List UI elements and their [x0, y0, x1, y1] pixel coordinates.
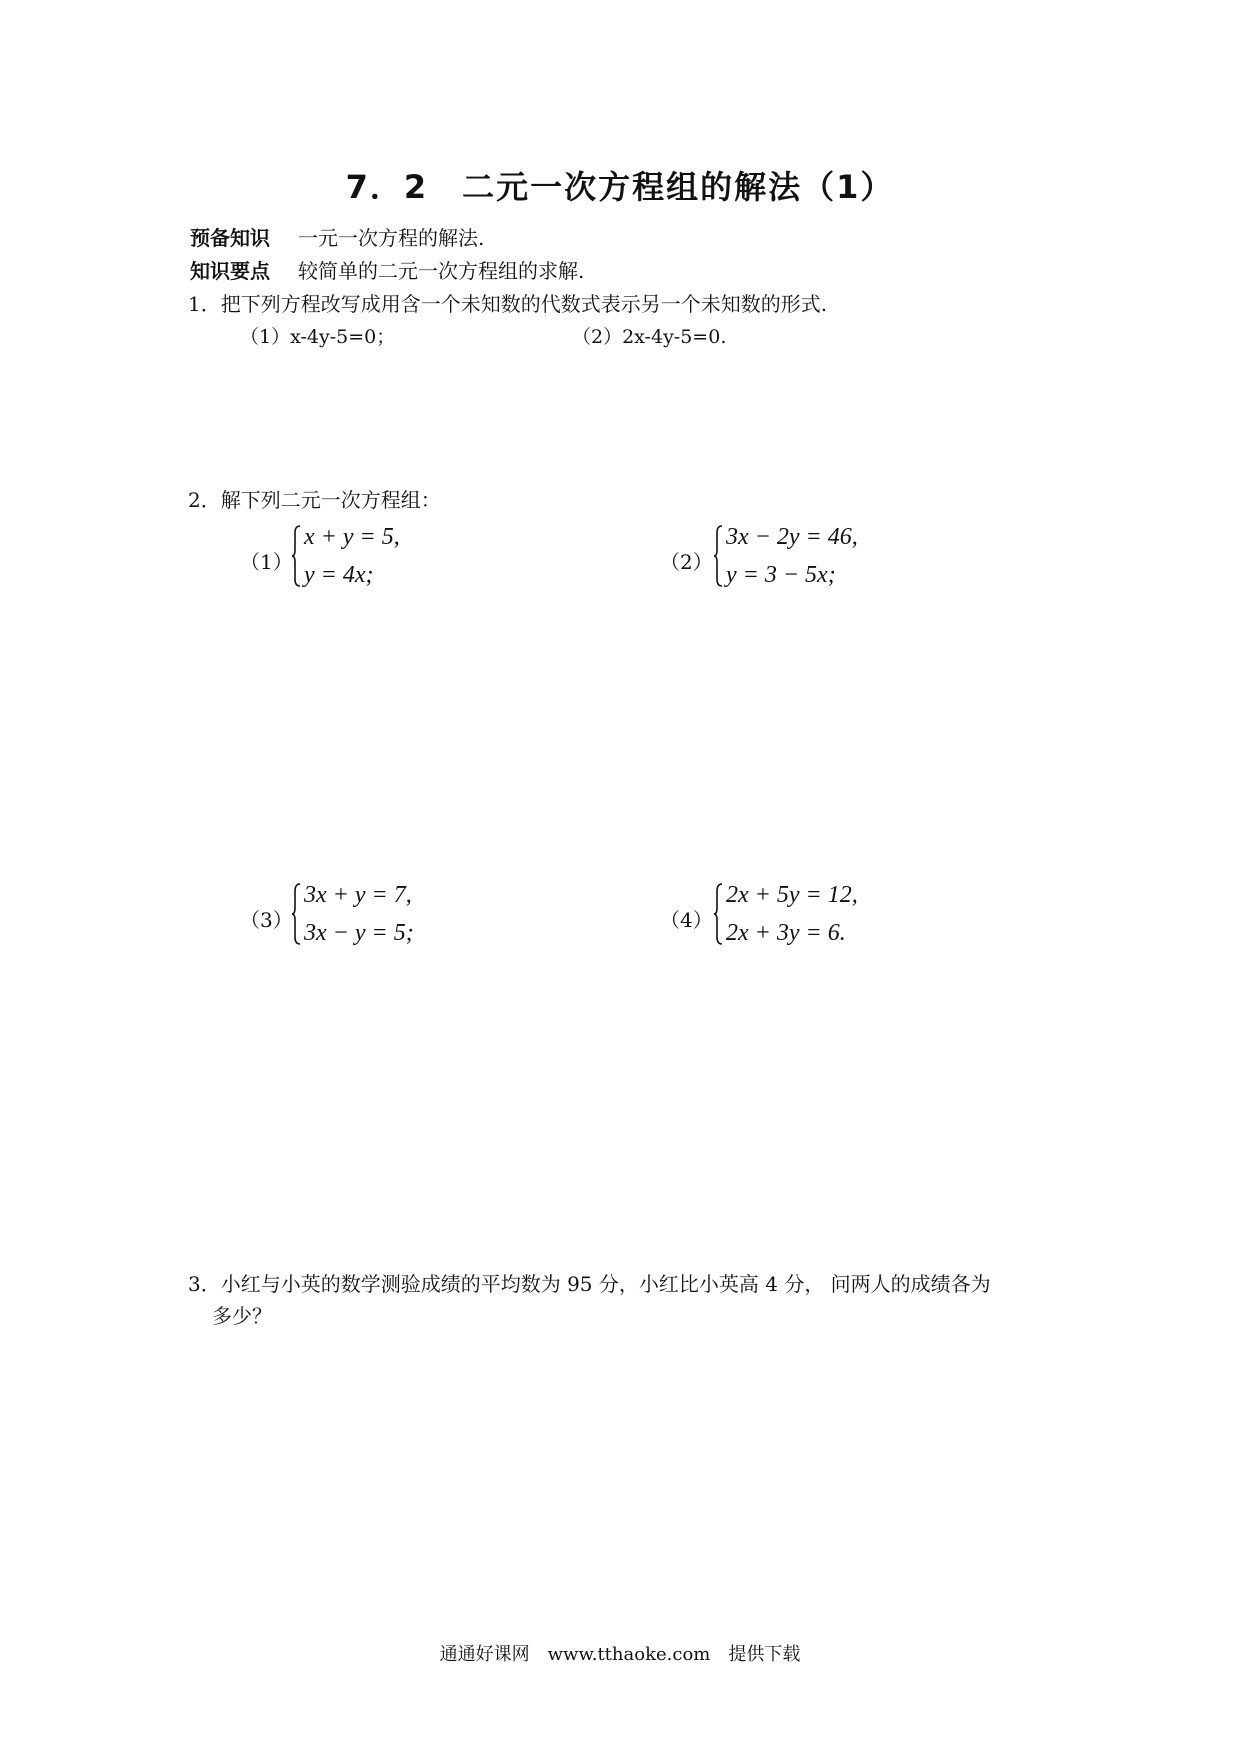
question-1-stem: 1．把下列方程改写成用含一个未知数的代数式表示另一个未知数的形式.	[188, 292, 828, 316]
system-2-label: （2）	[660, 550, 713, 574]
prereq-label: 预备知识	[190, 226, 270, 250]
system-1-label: （1）	[240, 550, 293, 574]
page-title: 7．2 二元一次方程组的解法（1）	[345, 168, 895, 206]
keypoints-label: 知识要点	[190, 259, 270, 283]
system-2-eq-2: y = 3 − 5x;	[726, 562, 836, 588]
system-4-brace	[713, 883, 723, 945]
keypoints-text: 较简单的二元一次方程组的求解.	[298, 259, 585, 283]
prereq-text: 一元一次方程的解法.	[298, 226, 485, 250]
system-4-eq-1: 2x + 5y = 12,	[726, 882, 858, 908]
system-2-brace	[713, 525, 723, 587]
question-2-stem: 2．解下列二元一次方程组：	[188, 488, 441, 512]
system-3-brace	[291, 883, 301, 945]
question-1-part-2: （2）2x-4y-5=0.	[572, 326, 727, 348]
question-3-line-2: 多少？	[212, 1304, 272, 1328]
system-1-brace	[291, 525, 301, 587]
system-1-eq-2: y = 4x;	[304, 562, 374, 588]
question-3-line-1: 3．小红与小英的数学测验成绩的平均数为 95 分，小红比小英高 4 分， 问两人的成绩各为	[188, 1272, 991, 1296]
system-3-eq-1: 3x + y = 7,	[304, 882, 412, 908]
system-1-eq-1: x + y = 5,	[304, 524, 400, 550]
system-4-eq-2: 2x + 3y = 6.	[726, 920, 846, 946]
footer-credit: 通通好课网 www.tthaoke.com 提供下载	[439, 1644, 801, 1665]
system-3-label: （3）	[240, 908, 293, 932]
question-1-part-1: （1）x-4y-5=0；	[240, 326, 396, 348]
system-3-eq-2: 3x − y = 5;	[304, 920, 414, 946]
system-2-eq-1: 3x − 2y = 46,	[726, 524, 858, 550]
system-4-label: （4）	[660, 908, 713, 932]
